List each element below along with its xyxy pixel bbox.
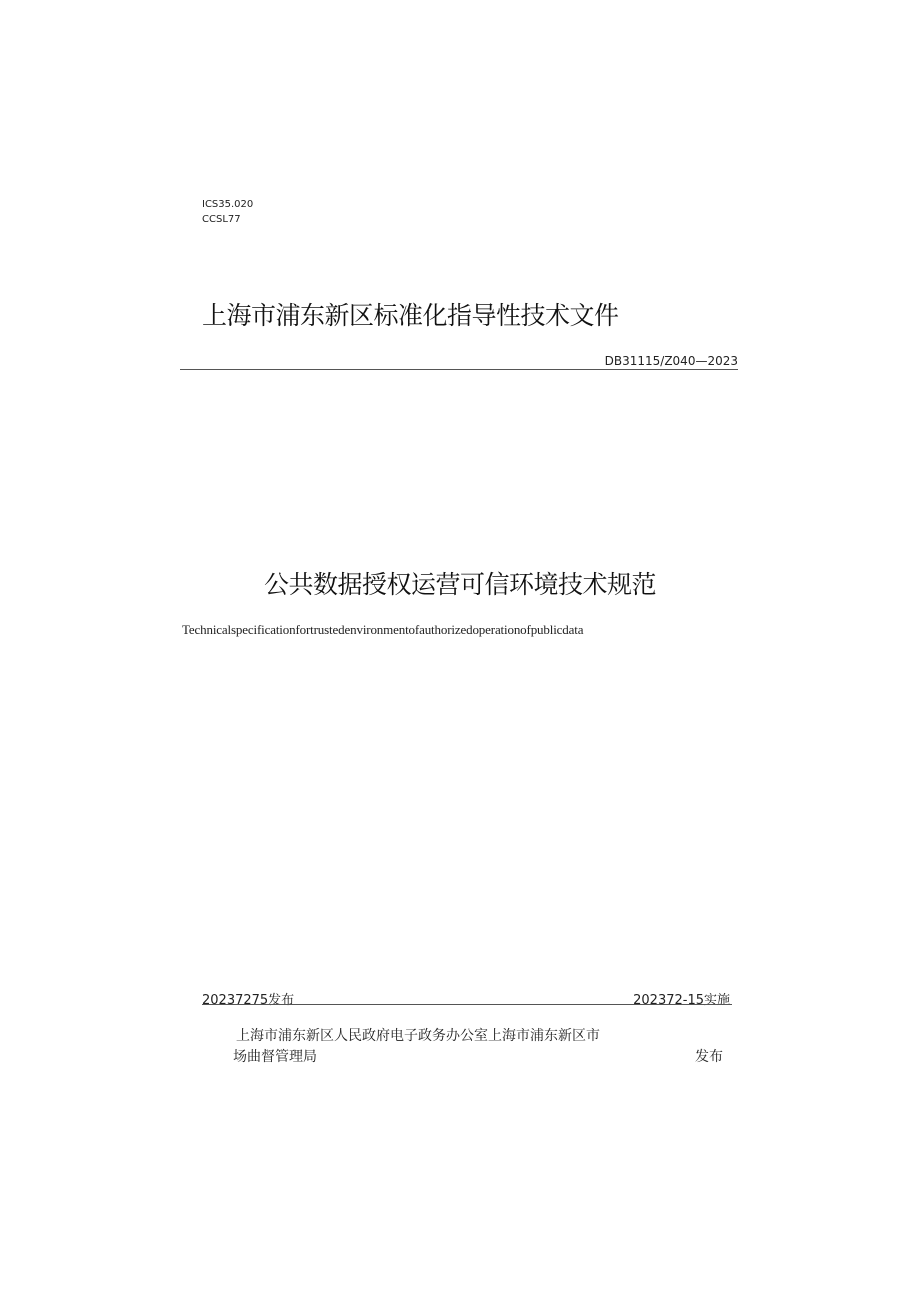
issued-label: 发布 [695,1049,723,1065]
ccs-code: CCSL77 [202,214,241,225]
document-number: DB31115/Z040—2023 [604,354,738,368]
document-title-chinese: 公共数据授权运营可信环境技术规范 [263,570,656,599]
ics-code: ICS35.020 [202,199,254,210]
document-type-heading: 上海市浦东新区标准化指导性技术文件 [202,301,619,330]
issuer-line-2: 场曲督管理局 [233,1049,317,1065]
implementation-date: 202372-15实施 [633,993,730,1008]
issuer-line-1: 上海市浦东新区人民政府电子政务办公室上海市浦东新区市 [236,1028,600,1044]
classification-codes [202,197,253,227]
publish-date: 20237275发布 [202,993,295,1008]
document-title-english: Technicalspecificationfortrustedenvironmentofauthorizedoperationofpublicdata [182,622,584,637]
dates-divider [202,1004,732,1005]
header-divider [180,369,738,370]
